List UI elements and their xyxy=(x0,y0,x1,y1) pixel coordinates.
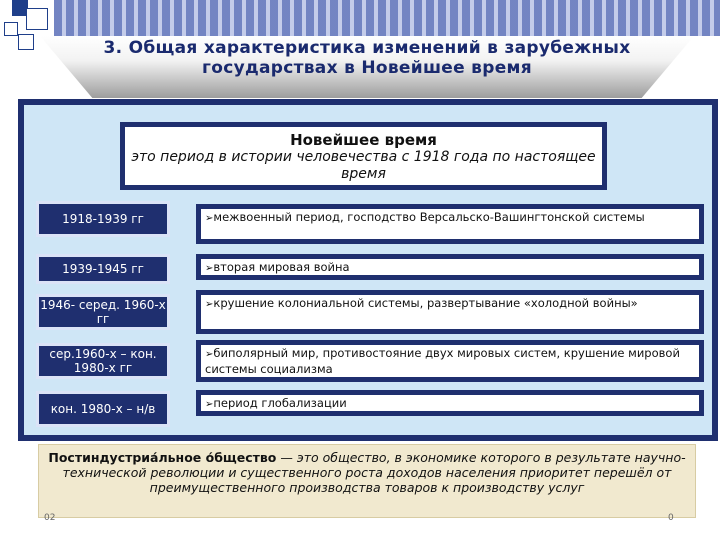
era-definition: это период в истории человечества с 1918 года по настоящее время xyxy=(131,149,596,182)
arrow-icon: ➢ xyxy=(205,263,214,274)
decor-stripe-band xyxy=(54,0,720,36)
postindustrial-definition: Постиндустриа́льное о́бщество — это общество, в экономике которого в результате научно-технической революции и существенного роста доходов населения приоритет перешёл от преимущественного производства товаров к производству услуг xyxy=(38,444,696,518)
period-description: ➢период глобализации xyxy=(196,390,704,416)
period-label: 1946- серед. 1960-х гг xyxy=(36,294,170,330)
footer-right: 0 xyxy=(668,513,674,523)
period-label: кон. 1980-х – н/в xyxy=(36,391,170,427)
arrow-icon: ➢ xyxy=(205,399,214,410)
postindustrial-term: Постиндустриа́льное о́бщество xyxy=(48,450,277,465)
era-definition-box xyxy=(120,122,607,190)
decor-square-outline xyxy=(26,8,48,30)
period-description: ➢вторая мировая война xyxy=(196,254,704,280)
decor-square-small xyxy=(4,22,18,36)
arrow-icon: ➢ xyxy=(205,349,214,360)
postindustrial-text: это общество, в экономике которого в результате научно-технической революции и существенного роста доходов населения приоритет перешёл от преимущественного производства товаров к производству услуг xyxy=(62,450,686,495)
arrow-icon: ➢ xyxy=(205,213,214,224)
decor-square-small-2 xyxy=(18,34,34,50)
footer-left: 02 xyxy=(44,513,56,523)
period-label: 1939-1945 гг xyxy=(36,254,170,284)
period-description: ➢межвоенный период, господство Версальско-Вашингтонской системы xyxy=(196,204,704,244)
era-title: Новейшее время xyxy=(290,131,437,149)
period-description: ➢биполярный мир, противостояние двух мировых систем, крушение мировой системы социализма xyxy=(196,340,704,382)
period-label: 1918-1939 гг xyxy=(36,201,170,237)
period-description: ➢крушение колониальной системы, развертывание «холодной войны» xyxy=(196,290,704,334)
period-label: сер.1960-х – кон. 1980-х гг xyxy=(36,343,170,379)
arrow-icon: ➢ xyxy=(205,299,214,310)
slide-title: 3. Общая характеристика изменений в зарубежных государствах в Новейшее время xyxy=(103,38,631,78)
